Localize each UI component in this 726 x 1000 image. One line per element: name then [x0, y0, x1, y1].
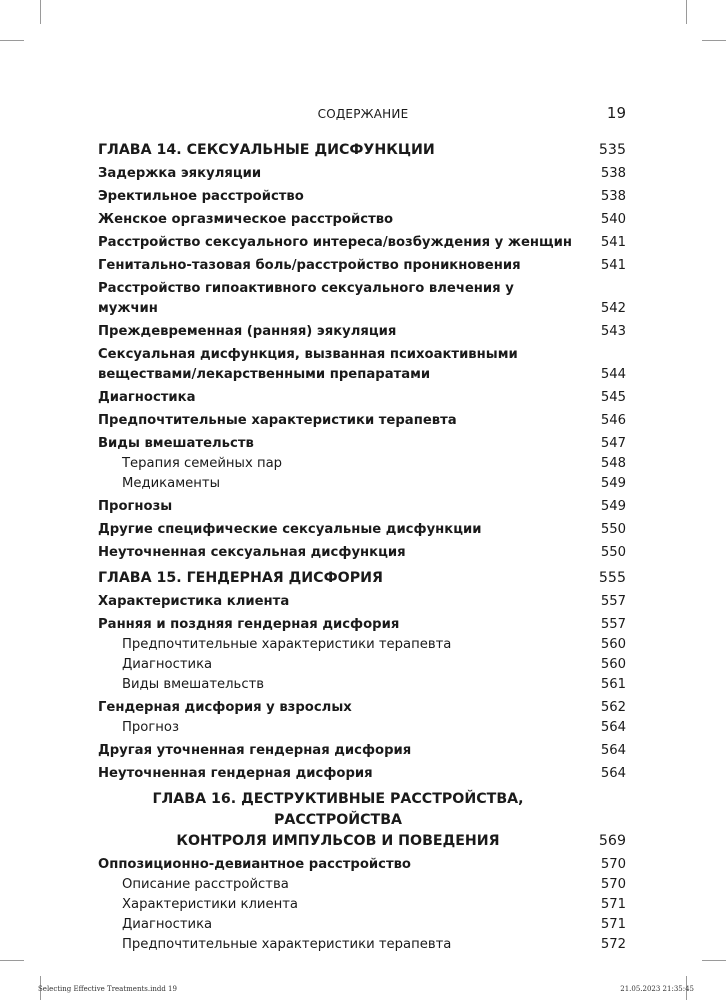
toc-title: Преждевременная (ранняя) эякуляция [98, 324, 397, 339]
toc-title: Виды вмешательств [98, 436, 254, 451]
toc-page: 555 [598, 570, 626, 586]
toc-title: Виды вмешательств [122, 677, 265, 692]
toc-title: Расстройство гипоактивного сексуального влечения у мужчин [98, 281, 514, 316]
toc-page: 570 [600, 877, 626, 892]
toc-title: Задержка эякуляции [98, 166, 262, 181]
toc-section [98, 520, 626, 540]
toc-title: ГЛАВА 15. ГЕНДЕРНАЯ ДИСФОРИЯ [98, 570, 383, 586]
toc-page: 543 [600, 324, 626, 339]
toc-section [98, 187, 626, 207]
toc-title: Предпочтительные характеристики терапевта [122, 937, 452, 952]
toc-page: 571 [600, 917, 626, 932]
toc-title: Гендерная дисфория у взрослых [98, 700, 352, 715]
toc-chapter [98, 568, 626, 589]
toc-title: Другие специфические сексуальные дисфункции [98, 522, 482, 537]
print-slug-file: Selecting Effective Treatments.indd 19 [38, 985, 177, 993]
toc-section [98, 411, 626, 431]
toc-section [98, 233, 626, 253]
toc-page: 549 [600, 476, 626, 491]
crop-mark [40, 0, 41, 24]
toc-page: 564 [600, 720, 626, 735]
toc-page: 560 [600, 637, 626, 652]
toc-title: Другая уточненная гендерная дисфория [98, 743, 412, 758]
toc-section [98, 322, 626, 342]
toc-page: 548 [600, 456, 626, 471]
crop-mark [702, 960, 726, 961]
toc-section [98, 164, 626, 184]
toc-title: Диагностика [98, 390, 196, 405]
toc-title: Расстройство сексуального интереса/возбуждения у женщин [98, 235, 572, 250]
toc-title: Описание расстройства [122, 877, 289, 892]
toc-page: 564 [600, 766, 626, 781]
toc-page: 542 [600, 301, 626, 316]
toc-page: 547 [600, 436, 626, 451]
toc-subsection [98, 875, 626, 895]
page-number: 19 [606, 104, 626, 122]
toc-subsection [98, 895, 626, 915]
toc-subsection [98, 915, 626, 935]
toc-section [98, 698, 626, 718]
toc-page: 570 [600, 857, 626, 872]
toc-subsection [98, 935, 626, 955]
toc-page: 546 [600, 413, 626, 428]
toc-title: Терапия семейных пар [122, 456, 283, 471]
toc-title: Женское оргазмическое расстройство [98, 212, 394, 227]
toc-subsection [98, 474, 626, 494]
toc-title: Оппозиционно-девиантное расстройство [98, 857, 411, 872]
toc-page: 544 [600, 367, 626, 382]
table-of-contents [98, 140, 626, 955]
print-slug-timestamp: 21.05.2023 21:35:45 [620, 985, 694, 993]
toc-subsection [98, 718, 626, 738]
toc-section [98, 388, 626, 408]
toc-page: 538 [600, 166, 626, 181]
toc-page: 564 [600, 743, 626, 758]
toc-title: ГЛАВА 16. ДЕСТРУКТИВНЫЕ РАССТРОЙСТВА, РАССТРОЙСТВА [152, 791, 524, 828]
toc-title: Диагностика [122, 657, 213, 672]
crop-mark [0, 40, 24, 41]
crop-mark [0, 960, 24, 961]
toc-page: 540 [600, 212, 626, 227]
toc-page: 549 [600, 499, 626, 514]
toc-page: 560 [600, 657, 626, 672]
toc-title: Предпочтительные характеристики терапевта [98, 413, 457, 428]
toc-title: Сексуальная дисфункция, вызванная психоактивными веществами/лекарственными препаратами [98, 347, 518, 382]
toc-subsection [98, 635, 626, 655]
toc-title: Эректильное расстройство [98, 189, 304, 204]
toc-title: Неуточненная гендерная дисфория [98, 766, 373, 781]
toc-section [98, 256, 626, 276]
toc-page: 550 [600, 545, 626, 560]
toc-title: Прогноз [122, 720, 179, 735]
toc-section [98, 741, 626, 761]
toc-title: Ранняя и поздняя гендерная дисфория [98, 617, 400, 632]
crop-mark [686, 0, 687, 24]
toc-title: Неуточненная сексуальная дисфункция [98, 545, 406, 560]
toc-title: КОНТРОЛЯ ИМПУЛЬСОВ И ПОВЕДЕНИЯ [176, 833, 500, 849]
toc-section [98, 434, 626, 454]
toc-title: Характеристика клиента [98, 594, 290, 609]
toc-page: 571 [600, 897, 626, 912]
toc-title: Медикаменты [122, 476, 221, 491]
toc-section [98, 592, 626, 612]
toc-section [98, 764, 626, 784]
toc-title: Прогнозы [98, 499, 173, 514]
toc-subsection [98, 655, 626, 675]
toc-page: 541 [600, 258, 626, 273]
toc-section [98, 497, 626, 517]
toc-title: Генитально-тазовая боль/расстройство проникновения [98, 258, 521, 273]
toc-page: 535 [598, 142, 626, 158]
running-title: СОДЕРЖАНИЕ [317, 107, 409, 121]
toc-page: 557 [600, 594, 626, 609]
toc-section [98, 345, 626, 385]
toc-page: 572 [600, 937, 626, 952]
toc-section [98, 543, 626, 563]
toc-subsection [98, 454, 626, 474]
toc-chapter-continued [98, 831, 626, 852]
toc-title: Предпочтительные характеристики терапевта [122, 637, 452, 652]
crop-mark [702, 40, 726, 41]
toc-chapter [98, 140, 626, 161]
toc-page: 545 [600, 390, 626, 405]
toc-title: Диагностика [122, 917, 213, 932]
toc-page: 561 [600, 677, 626, 692]
toc-page: 562 [600, 700, 626, 715]
toc-chapter [98, 789, 626, 831]
toc-page: 550 [600, 522, 626, 537]
toc-subsection [98, 675, 626, 695]
toc-section [98, 855, 626, 875]
toc-title: ГЛАВА 14. СЕКСУАЛЬНЫЕ ДИСФУНКЦИИ [98, 142, 435, 158]
toc-section [98, 615, 626, 635]
toc-page: 538 [600, 189, 626, 204]
toc-title: Характеристики клиента [122, 897, 298, 912]
toc-section [98, 279, 626, 319]
toc-page: 557 [600, 617, 626, 632]
toc-page: 541 [600, 235, 626, 250]
toc-page: 569 [598, 833, 626, 849]
toc-section [98, 210, 626, 230]
